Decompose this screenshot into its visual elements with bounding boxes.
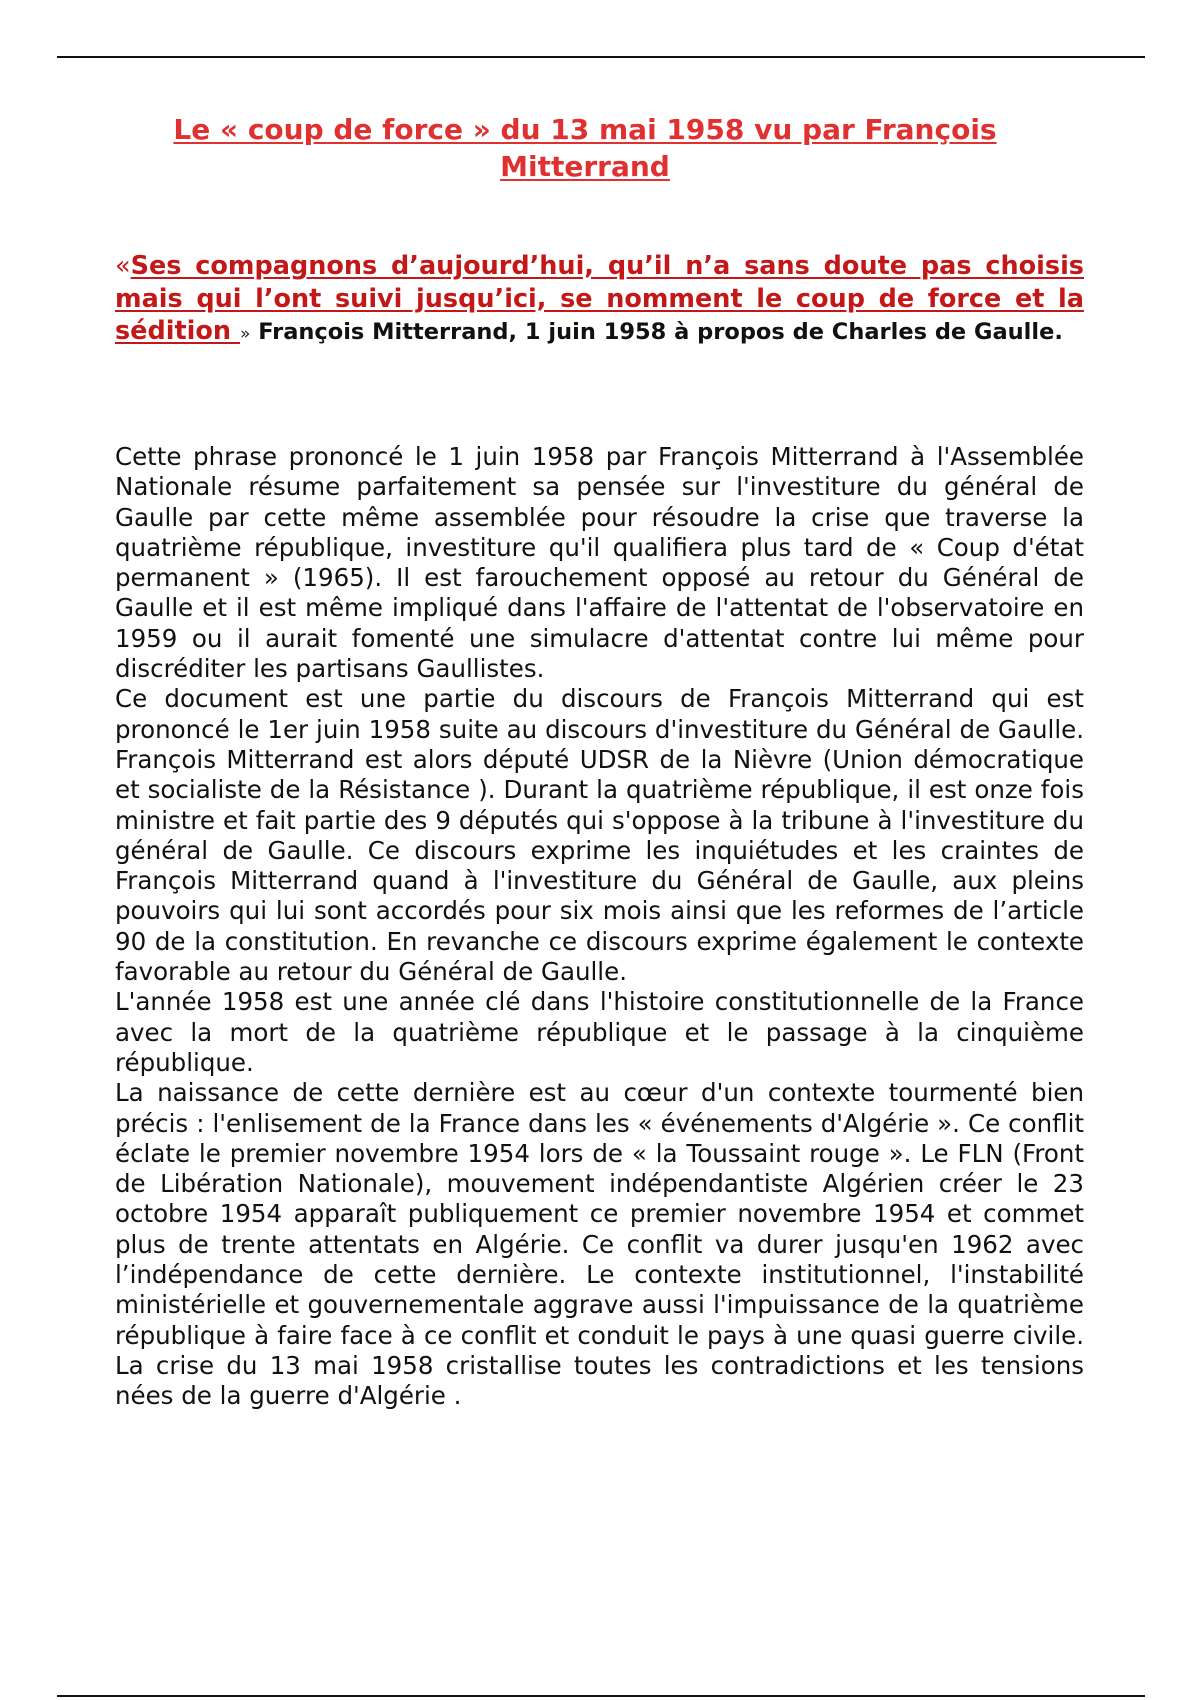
paragraph-1: Cette phrase prononcé le 1 juin 1958 par François Mitterrand à l'Assemblée Nationale résume parfaitement sa pensée sur l'investiture du général de Gaulle par cette même assemblée pour résoudre la crise que traverse la quatrième république, investiture qu'il qualifiera plus tard de « Coup d'état permanent » (1965). Il est farouchement opposé au retour du Général de Gaulle et il est même impliqué dans l'affaire de l'attentat de l'observatoire en 1959 ou il aurait fomenté une simulacre d'attentat contre lui même pour discréditer les partisans Gaullistes. bbox=[115, 442, 1084, 684]
bottom-rule bbox=[57, 1695, 1145, 1697]
quote-text: Ses compagnons d’aujourd’hui, qu’il n’a sans doute pas choisis mais qui l’ont suivi jusqu’ici, se nomment le coup de force et la sédition bbox=[115, 251, 1084, 346]
paragraph-3: L'année 1958 est une année clé dans l'histoire constitutionnelle de la France avec la mort de la quatrième république et le passage à la cinquième république. bbox=[115, 987, 1084, 1077]
paragraph-2: Ce document est une partie du discours de François Mitterrand qui est prononcé le 1er juin 1958 suite au discours d'investiture du Général de Gaulle. François Mitterrand est alors député UDSR de la Nièvre (Union démocratique et socialiste de la Résistance ). Durant la quatrième république, il est onze fois ministre et fait partie des 9 députés qui s'oppose à la tribune à l'investiture du général de Gaulle. Ce discours exprime les inquiétudes et les craintes de François Mitterrand quand à l'investiture du Général de Gaulle, aux pleins pouvoirs qui lui sont accordés pour six mois ainsi que les reformes de l’article 90 de la constitution. En revanche ce discours exprime également le contexte favorable au retour du Général de Gaulle. bbox=[115, 684, 1084, 987]
document-title bbox=[115, 111, 1055, 185]
quote-open-mark: « bbox=[115, 251, 131, 281]
document-title-text: Le « coup de force » du 13 mai 1958 vu par François Mitterrand bbox=[173, 113, 997, 183]
top-rule bbox=[57, 56, 1145, 58]
paragraph-4: La naissance de cette dernière est au cœur d'un contexte tourmenté bien précis : l'enlisement de la France dans les « événements d'Algérie ». Ce conflit éclate le premier novembre 1954 lors de « la Toussaint rouge ». Le FLN (Front de Libération Nationale), mouvement indépendantiste Algérien créer le 23 octobre 1954 apparaît publiquement ce premier novembre 1954 et commet plus de trente attentats en Algérie. Ce conflit va durer jusqu'en 1962 avec l’indépendance de cette dernière. Le contexte institutionnel, l'instabilité ministérielle et gouvernementale aggrave aussi l'impuissance de la quatrième république à faire face à ce conflit et conduit le pays à une quasi guerre civile. La crise du 13 mai 1958 cristallise toutes les contradictions et les tensions nées de la guerre d'Algérie . bbox=[115, 1078, 1084, 1411]
quote-close-mark: » bbox=[239, 324, 251, 344]
quote-attribution: François Mitterrand, 1 juin 1958 à propos de Charles de Gaulle. bbox=[250, 319, 1063, 345]
body-text bbox=[115, 442, 1084, 1412]
quote-block bbox=[115, 250, 1084, 348]
